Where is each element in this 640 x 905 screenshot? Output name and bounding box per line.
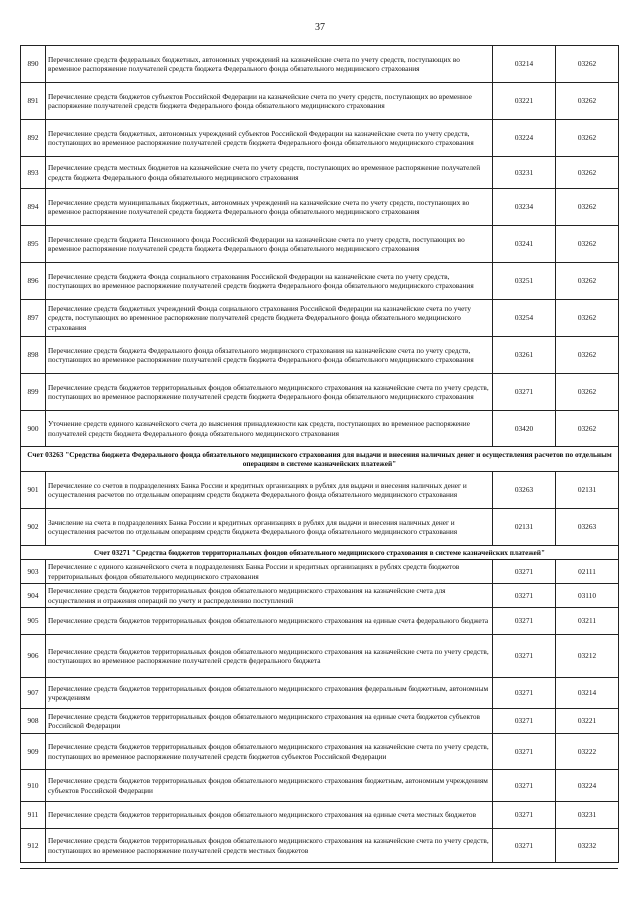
- entry-description: Перечисление средств бюджета Фонда социального страхования Российской Федерации на казначейские счета по учету средств, поступающих во временное распоряжение получателей средств бюджета Федерального фонда обязательного медицинского страхования: [46, 263, 493, 300]
- row-number: 891: [21, 83, 46, 120]
- table-row: [21, 709, 619, 734]
- entry-description: Перечисление средств бюджетов территориальных фондов обязательного медицинского страхования на единые счета местных бюджетов: [46, 802, 493, 829]
- debit-account: 03271: [493, 802, 556, 829]
- debit-account: 03241: [493, 226, 556, 263]
- debit-account: 03221: [493, 83, 556, 120]
- row-number: 909: [21, 734, 46, 770]
- table-row: [21, 83, 619, 120]
- section-header-03263: Счет 03263 "Средства бюджета Федерального фонда обязательного медицинского страхования для выдачи и внесения наличных денег и осуществления расчетов по отдельным операциям в системе казначейских платежей": [21, 447, 619, 472]
- entry-description: Перечисление средств бюджетных учреждений Фонда социального страхования Российской Федерации на казначейские счета по учету средств, поступающих во временное распоряжение получателей средств бюджета Федерального фонда обязательного медицинского страхования: [46, 300, 493, 337]
- table-row: [21, 560, 619, 584]
- credit-account: 03110: [556, 584, 619, 608]
- credit-account: 03222: [556, 734, 619, 770]
- debit-account: 02131: [493, 509, 556, 546]
- debit-account: 03234: [493, 189, 556, 226]
- credit-account: 03232: [556, 829, 619, 863]
- credit-account: 03262: [556, 83, 619, 120]
- section-header-row: [21, 447, 619, 472]
- table-row: [21, 770, 619, 802]
- debit-account: 03254: [493, 300, 556, 337]
- entry-description: Перечисление средств федеральных бюджетных, автономных учреждений на казначейские счета по учету средств, поступающих во временное распоряжение получателей средств бюджета Федерального фонда обязательного медицинского страхования: [46, 46, 493, 83]
- entry-description: Перечисление со счетов в подразделениях Банка России и кредитных организациях в рублях для выдачи и внесения наличных денег и осуществления расчетов по отдельным операциям средств бюджета Федерального фонда обязательного медицинского страхования: [46, 472, 493, 509]
- table-row: [21, 472, 619, 509]
- entry-description: Перечисление средств бюджетов территориальных фондов обязательного медицинского страхования федеральным бюджетным, автономным учреждениям: [46, 678, 493, 709]
- row-number: 903: [21, 560, 46, 584]
- row-number: 898: [21, 337, 46, 374]
- credit-account: 02131: [556, 472, 619, 509]
- credit-account: 03262: [556, 337, 619, 374]
- table-row: [21, 46, 619, 83]
- credit-account: 03262: [556, 411, 619, 447]
- row-number: 908: [21, 709, 46, 734]
- row-number: 910: [21, 770, 46, 802]
- entry-description: Зачисление на счета в подразделениях Банка России и кредитных организациях в рублях для выдачи и внесения наличных денег и осуществления расчетов по отдельным операциям средств бюджета Федерального фонда обязательного медицинского страхования: [46, 509, 493, 546]
- debit-account: 03271: [493, 829, 556, 863]
- credit-account: 03262: [556, 374, 619, 411]
- page-number: 37: [315, 22, 325, 33]
- entry-description: Перечисление средств бюджетов территориальных фондов обязательного медицинского страхования на казначейские счета по учету средств, поступающих во временное распоряжение получателей средств бюджетов субъектов Российской Федерации: [46, 734, 493, 770]
- table-row: [21, 300, 619, 337]
- entry-description: Перечисление средств бюджетов территориальных фондов обязательного медицинского страхования на единые счета бюджетов субъектов Российской Федерации: [46, 709, 493, 734]
- debit-account: 03271: [493, 584, 556, 608]
- entry-description: Уточнение средств единого казначейского счета до выяснения принадлежности как средств, поступающих во временное распоряжение получателей средств бюджета Федерального фонда обязательного медицинского страхования: [46, 411, 493, 447]
- entry-description: Перечисление средств бюджетов территориальных фондов обязательного медицинского страхования бюджетным, автономным учреждениям субъектов Российской Федерации: [46, 770, 493, 802]
- table-row: [21, 584, 619, 608]
- row-number: 893: [21, 157, 46, 189]
- debit-account: 03261: [493, 337, 556, 374]
- credit-account: 03263: [556, 509, 619, 546]
- debit-account: 03420: [493, 411, 556, 447]
- entry-description: Перечисление средств бюджетов территориальных фондов обязательного медицинского страхования на казначейские счета по учету средств, поступающих во временное распоряжение получателей средств местных бюджетов: [46, 829, 493, 863]
- row-number: 911: [21, 802, 46, 829]
- row-number: 899: [21, 374, 46, 411]
- entry-description: Перечисление средств бюджетных, автономных учреждений субъектов Российской Федерации на казначейские счета по учету средств, поступающих во временное распоряжение получателей средств бюджета Федерального фонда обязательного медицинского страхования: [46, 120, 493, 157]
- table-row: [21, 120, 619, 157]
- debit-account: 03271: [493, 374, 556, 411]
- entry-description: Перечисление средств муниципальных бюджетных, автономных учреждений на казначейские счета по учету средств, поступающих во временное распоряжение получателей средств бюджета Федерального фонда обязательного медицинского страхования: [46, 189, 493, 226]
- row-number: 901: [21, 472, 46, 509]
- entry-description: Перечисление средств бюджетов субъектов Российской Федерации на казначейские счета по учету средств, поступающих во временное распоряжение получателей средств бюджета Федерального фонда обязательного медицинского страхования: [46, 83, 493, 120]
- row-number: 895: [21, 226, 46, 263]
- table-row: [21, 189, 619, 226]
- table-row: [21, 635, 619, 678]
- row-number: 896: [21, 263, 46, 300]
- table-row: [21, 263, 619, 300]
- debit-account: 03214: [493, 46, 556, 83]
- table-row: [21, 802, 619, 829]
- debit-account: 03271: [493, 608, 556, 635]
- row-number: 905: [21, 608, 46, 635]
- row-number: 890: [21, 46, 46, 83]
- entry-description: Перечисление средств бюджета Федерального фонда обязательного медицинского страхования на казначейские счета по учету средств, поступающих во временное распоряжение получателей средств бюджета Федерального фонда обязательного медицинского страхования: [46, 337, 493, 374]
- row-number: 904: [21, 584, 46, 608]
- table-row: [21, 411, 619, 447]
- debit-account: 03251: [493, 263, 556, 300]
- row-number: 907: [21, 678, 46, 709]
- credit-account: 03262: [556, 226, 619, 263]
- credit-account: 03231: [556, 802, 619, 829]
- entry-description: Перечисление средств бюджетов территориальных фондов обязательного медицинского страхования на казначейские счета для осуществления и отражения операций по учету и распределению поступлений: [46, 584, 493, 608]
- row-number: 912: [21, 829, 46, 863]
- row-number: 906: [21, 635, 46, 678]
- credit-account: 03224: [556, 770, 619, 802]
- table-row: [21, 374, 619, 411]
- debit-account: 03271: [493, 770, 556, 802]
- entry-description: Перечисление средств бюджетов территориальных фондов обязательного медицинского страхования на казначейские счета по учету средств, поступающих во временное распоряжение получателей средств бюджета Федерального фонда обязательного медицинского страхования: [46, 374, 493, 411]
- row-number: 894: [21, 189, 46, 226]
- table-row: [21, 337, 619, 374]
- row-number: 902: [21, 509, 46, 546]
- page-bottom-rule: [20, 868, 618, 869]
- table-row: [21, 734, 619, 770]
- row-number: 897: [21, 300, 46, 337]
- debit-account: 03271: [493, 709, 556, 734]
- row-number: 892: [21, 120, 46, 157]
- debit-account: 03263: [493, 472, 556, 509]
- debit-account: 03271: [493, 635, 556, 678]
- credit-account: 03221: [556, 709, 619, 734]
- table-row: [21, 157, 619, 189]
- entry-description: Перечисление с единого казначейского счета в подразделениях Банка России и кредитных организациях в рублях средств бюджетов территориальных фондов обязательного медицинского страхования: [46, 560, 493, 584]
- credit-account: 03262: [556, 46, 619, 83]
- entry-description: Перечисление средств бюджетов территориальных фондов обязательного медицинского страхования на казначейские счета по учету средств, поступающих во временное распоряжение получателей средств федерального бюджета: [46, 635, 493, 678]
- credit-account: 03214: [556, 678, 619, 709]
- credit-account: 03262: [556, 189, 619, 226]
- entry-description: Перечисление средств местных бюджетов на казначейские счета по учету средств, поступающих во временное распоряжение получателей средств бюджета Федерального фонда обязательного медицинского страхования: [46, 157, 493, 189]
- table-row: [21, 678, 619, 709]
- credit-account: 02111: [556, 560, 619, 584]
- credit-account: 03262: [556, 157, 619, 189]
- table-row: [21, 608, 619, 635]
- row-number: 900: [21, 411, 46, 447]
- credit-account: 03211: [556, 608, 619, 635]
- credit-account: 03262: [556, 120, 619, 157]
- table-row: [21, 226, 619, 263]
- debit-account: 03271: [493, 678, 556, 709]
- table-row: [21, 509, 619, 546]
- debit-account: 03271: [493, 560, 556, 584]
- entry-description: Перечисление средств бюджета Пенсионного фонда Российской Федерации на казначейские счета по учету средств, поступающих во временное распоряжение получателей средств бюджета Федерального фонда обязательного медицинского страхования: [46, 226, 493, 263]
- table-row: [21, 829, 619, 863]
- credit-account: 03262: [556, 263, 619, 300]
- entry-description: Перечисление средств бюджетов территориальных фондов обязательного медицинского страхования на единые счета федерального бюджета: [46, 608, 493, 635]
- credit-account: 03262: [556, 300, 619, 337]
- credit-account: 03212: [556, 635, 619, 678]
- section-header-row: [21, 546, 619, 560]
- debit-account: 03224: [493, 120, 556, 157]
- section-header-03271: Счет 03271 "Средства бюджетов территориальных фондов обязательного медицинского страхования в системе казначейских платежей": [21, 546, 619, 560]
- debit-account: 03271: [493, 734, 556, 770]
- debit-account: 03231: [493, 157, 556, 189]
- accounting-entries-table: [20, 45, 619, 863]
